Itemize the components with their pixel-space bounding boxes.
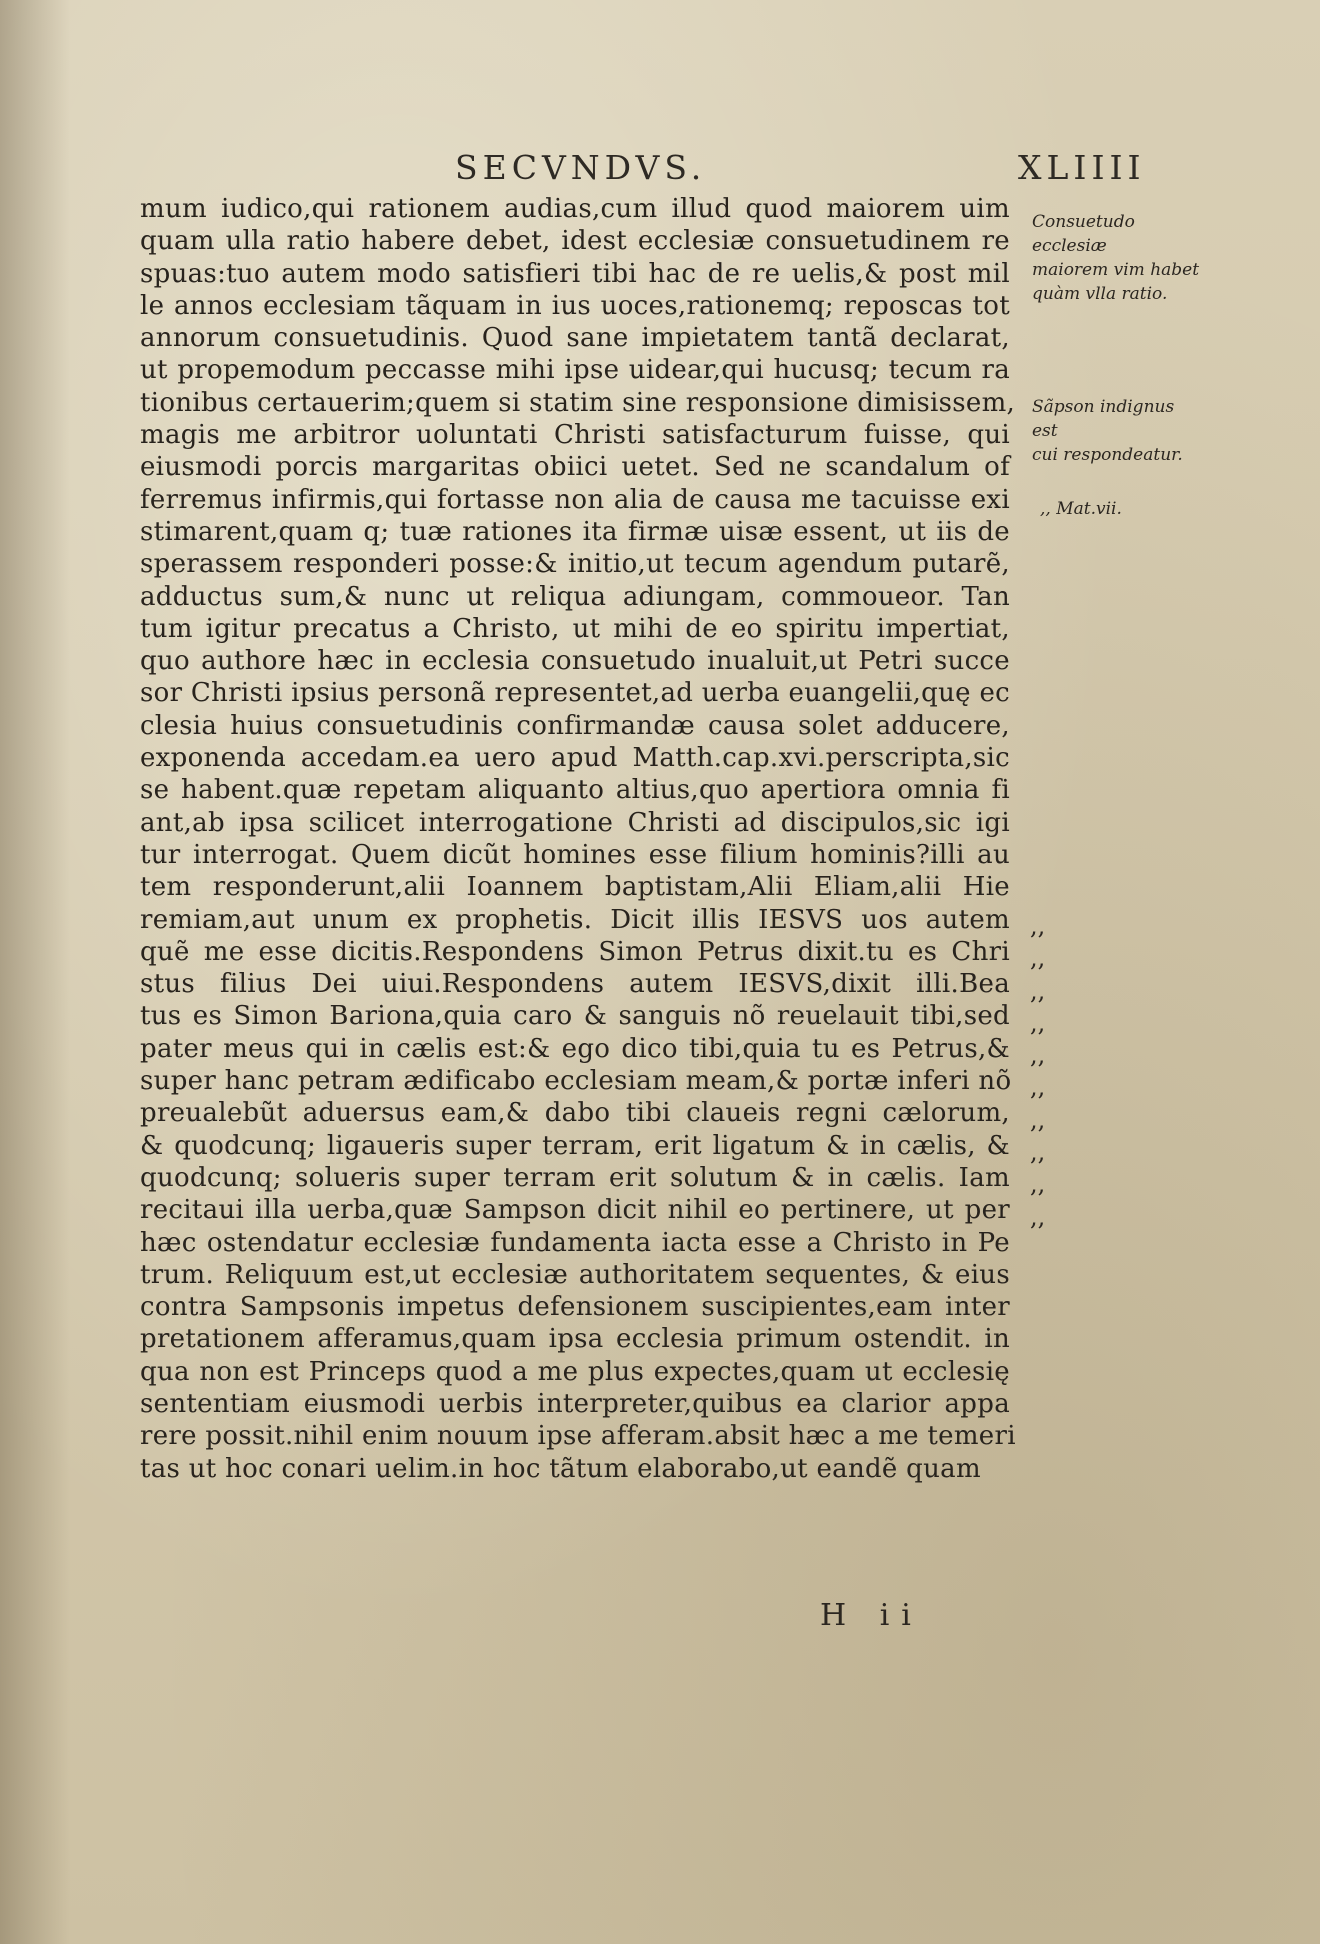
text-line: qua non est Princeps quod a me plus expectes,quam ut ecclesię bbox=[140, 1356, 1010, 1387]
running-title: SECVNDVS. bbox=[455, 148, 707, 187]
text-line: remiam,aut unum ex prophetis. Dicit illis IESVS uos autem bbox=[140, 904, 1010, 935]
text-line: stus filius Dei uiui.Respondens autem IESVS,dixit illi.Bea bbox=[140, 969, 1010, 1000]
text-line: tus es Simon Bariona,quia caro & sanguis nõ reuelauit tibi,sed bbox=[140, 1001, 1010, 1032]
text-line: hæc ostendatur ecclesiæ fundamenta iacta esse a Christo in Pe bbox=[140, 1227, 1010, 1258]
text-line: pater meus qui in cælis est:& ego dico tibi,quia tu es Petrus,& bbox=[140, 1033, 1010, 1064]
text-line: recitaui illa uerba,quæ Sampson dicit nihil eo pertinere, ut per bbox=[140, 1195, 1010, 1226]
marginal-note-sampson bbox=[1032, 395, 1202, 467]
text-line: preualebũt aduersus eam,& dabo tibi claueis regni cælorum, bbox=[140, 1098, 1010, 1129]
text-line: tem responderunt,alii Ioannem baptistam,Alii Eliam,alii Hie bbox=[140, 872, 1010, 903]
folio-number: XLIIII bbox=[1018, 148, 1146, 187]
text-line: ut propemodum peccasse mihi ipse uidear,qui hucusq; tecum ra bbox=[140, 355, 1010, 386]
text-line: tas ut hoc conari uelim.in hoc tãtum elaborabo,ut eandẽ quam bbox=[140, 1453, 981, 1484]
text-line: ferremus infirmis,qui fortasse non alia de causa me tacuisse exi bbox=[140, 484, 1010, 515]
text-line: clesia huius consuetudinis confirmandæ causa solet adducere, bbox=[140, 710, 1010, 741]
text-line: annorum consuetudinis. Quod sane impietatem tantã declarat, bbox=[140, 323, 1010, 354]
text-line: se habent.quæ repetam aliquanto altius,quo apertiora omnia fi bbox=[140, 775, 1010, 806]
text-line: tur interrogat. Quem dicũt homines esse filium hominis?illi au bbox=[140, 839, 1010, 870]
text-line: exponenda accedam.ea uero apud Matth.cap.xvi.perscripta,sic bbox=[140, 743, 1010, 774]
text-line: quẽ me esse dicitis.Respondens Simon Petrus dixit.tu es Chri bbox=[140, 936, 1010, 967]
marginal-note-line: quàm vlla ratio. bbox=[1032, 284, 1168, 304]
text-line: quo authore hæc in ecclesia consuetudo inualuit,ut Petri succe bbox=[140, 646, 1010, 677]
text-line: tionibus certauerim;quem si statim sine responsione dimisissem, bbox=[140, 387, 1016, 418]
quotation-marks-column bbox=[1030, 910, 1060, 1233]
text-line: & quodcunq; ligaueris super terram, erit ligatum & in cælis, & bbox=[140, 1130, 1010, 1161]
text-line: mum iudico,qui rationem audias,cum illud quod maiorem uim bbox=[140, 194, 1010, 224]
text-line: super hanc petram ædificabo ecclesiam meam,& portæ inferi nõ bbox=[140, 1066, 1012, 1097]
text-line: magis me arbitror uoluntati Christi satisfacturum fuisse, qui bbox=[140, 420, 1010, 451]
text-line: stimarent,quam q; tuæ rationes ita firmæ uisæ essent, ut iis de bbox=[140, 516, 1010, 547]
main-text-block bbox=[140, 193, 1016, 1485]
signature-mark: H ii bbox=[820, 1598, 923, 1633]
text-line: quodcunq; solueris super terram erit solutum & in cælis. Iam bbox=[140, 1162, 1010, 1193]
marginal-note-reference: ,, Mat.vii. bbox=[1040, 499, 1122, 519]
quotation-mark: ,, bbox=[1030, 944, 1046, 973]
text-line: sperassem responderi posse:& initio,ut tecum agendum putarẽ, bbox=[140, 549, 1010, 580]
text-line: quam ulla ratio habere debet, idest ecclesiæ consuetudinem re bbox=[140, 226, 1010, 257]
quotation-mark: ,, bbox=[1030, 1041, 1046, 1070]
marginal-note-line: Consuetudo ecclesiæ bbox=[1032, 212, 1135, 256]
gutter-shadow bbox=[0, 0, 70, 1944]
quotation-mark: ,, bbox=[1030, 912, 1046, 940]
quotation-mark: ,, bbox=[1030, 1170, 1046, 1199]
quotation-mark: ,, bbox=[1030, 1138, 1046, 1167]
text-line: sor Christi ipsius personã representet,ad uerba euangelii,quę ec bbox=[140, 678, 1010, 709]
text-line: tum igitur precatus a Christo, ut mihi de eo spiritu impertiat, bbox=[140, 613, 1010, 644]
text-line: spuas:tuo autem modo satisfieri tibi hac de re uelis,& post mil bbox=[140, 258, 1010, 289]
text-line: contra Sampsonis impetus defensionem suscipientes,eam inter bbox=[140, 1292, 1010, 1323]
quotation-mark: ,, bbox=[1030, 1008, 1046, 1037]
text-line: eiusmodi porcis margaritas obiici uetet. Sed ne scandalum of bbox=[140, 452, 1010, 483]
marginal-note-line: maiorem vim habet bbox=[1032, 260, 1200, 280]
marginal-note-line: Sãpson indignus est bbox=[1032, 397, 1175, 441]
text-line: pretationem afferamus,quam ipsa ecclesia primum ostendit. in bbox=[140, 1324, 1010, 1355]
quotation-mark: ,, bbox=[1030, 976, 1046, 1005]
quotation-mark: ,, bbox=[1030, 1105, 1046, 1134]
marginal-note-line: cui respondeatur. bbox=[1032, 445, 1183, 465]
text-line: ant,ab ipsa scilicet interrogatione Christi ad discipulos,sic igi bbox=[140, 807, 1010, 838]
text-line: trum. Reliquum est,ut ecclesiæ authoritatem sequentes, & eius bbox=[140, 1259, 1010, 1290]
text-line: le annos ecclesiam tãquam in ius uoces,rationemq; reposcas tot bbox=[140, 290, 1010, 321]
text-line: adductus sum,& nunc ut reliqua adiungam, commoueor. Tan bbox=[140, 581, 1010, 612]
text-line: sententiam eiusmodi uerbis interpreter,quibus ea clarior appa bbox=[140, 1388, 1010, 1419]
quotation-mark: ,, bbox=[1030, 1073, 1046, 1102]
quotation-mark: ,, bbox=[1030, 1202, 1046, 1231]
marginal-note-consuetudo bbox=[1032, 210, 1202, 306]
text-line: rere possit.nihil enim nouum ipse afferam.absit hæc a me temeri bbox=[140, 1421, 1016, 1452]
